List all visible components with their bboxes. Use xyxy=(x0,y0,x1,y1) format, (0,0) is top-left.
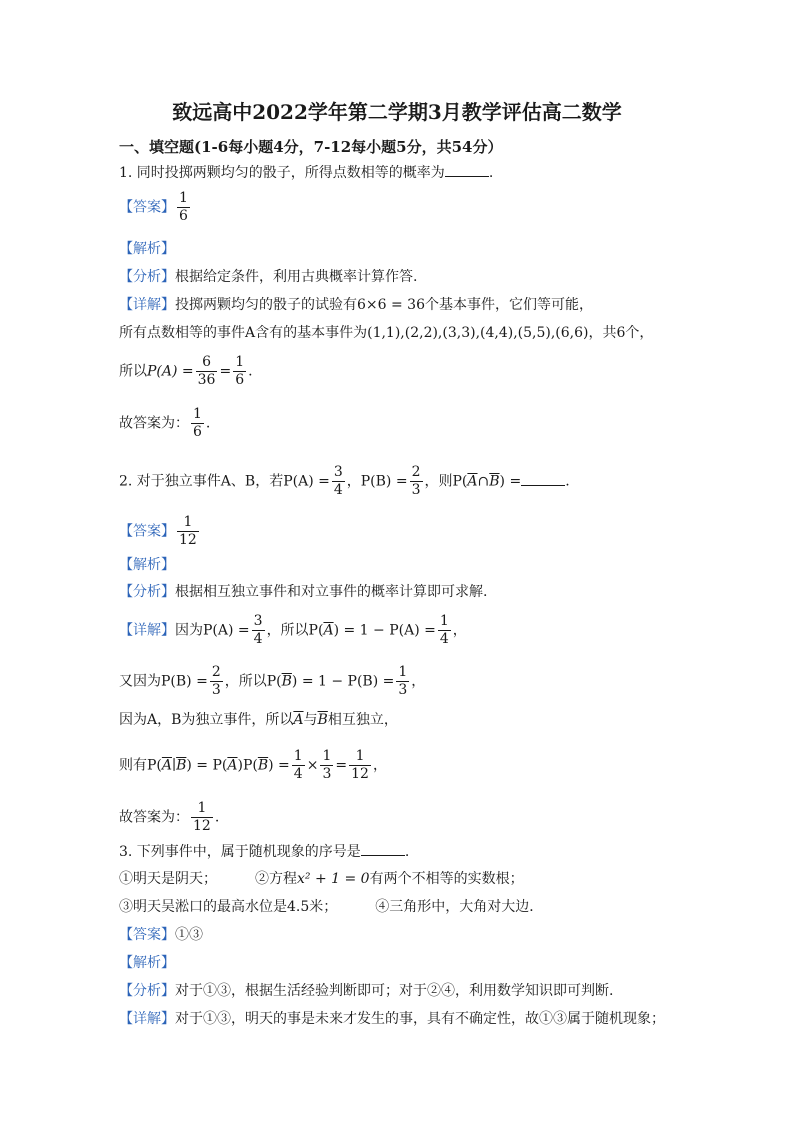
b-bar: $\overline{B}$ xyxy=(176,757,187,774)
period: . xyxy=(214,809,220,826)
numerator: 1 xyxy=(177,514,199,532)
xiangjie-tag: 【详解】 xyxy=(119,297,175,313)
denominator: 6 xyxy=(235,372,245,388)
numerator: 3 xyxy=(333,464,343,480)
fraction xyxy=(233,354,246,389)
q3-option-4: ④三角形中，大角对大边． xyxy=(375,899,544,915)
denominator: 3 xyxy=(411,482,421,498)
denominator: 4 xyxy=(293,766,303,782)
fraction xyxy=(177,514,199,549)
denominator: 12 xyxy=(351,766,369,782)
q2-final-answer xyxy=(119,800,219,835)
fraction xyxy=(177,190,190,225)
period: . xyxy=(205,415,211,432)
fraction xyxy=(191,800,213,835)
jiexi-tag: 【解析】 xyxy=(119,241,175,257)
comma: ， xyxy=(452,622,467,639)
denominator: 12 xyxy=(193,818,211,834)
numerator: 6 xyxy=(196,354,218,372)
q1-probability-line xyxy=(119,354,253,389)
numerator: 1 xyxy=(293,748,303,764)
a-bar: $\overline{A}$ xyxy=(227,757,238,774)
times-sign: × xyxy=(306,757,319,774)
fenxi-tag: 【分析】 xyxy=(119,269,175,285)
q1-detail-line2: 所有点数相等的事件A含有的基本事件为(1,1),(2,2),(3,3),(4,4),(5,5),(6,6)，共6个， xyxy=(119,325,654,341)
q3-analysis-text: 对于①③，根据生活经验判断即可；对于②④，利用数学知识即可判断. xyxy=(175,983,614,999)
q3-answer xyxy=(119,926,203,944)
final-prefix: 故答案为： xyxy=(119,809,189,826)
q2-l4-c: )P( xyxy=(237,757,258,774)
q2-jiexi xyxy=(119,556,175,574)
q1-analysis xyxy=(119,268,417,286)
q1-p-lhs: P(A) = xyxy=(147,363,194,380)
q1-p-prefix: 所以 xyxy=(119,363,147,380)
q2-stem-end: . xyxy=(565,473,570,490)
q2-stem-d: ) = xyxy=(499,473,522,490)
answer-tag: 【答案】 xyxy=(119,199,175,216)
denominator: 36 xyxy=(197,372,216,388)
q1-answer xyxy=(119,190,192,225)
numerator: 2 xyxy=(211,664,221,680)
q3-option-2-a: ②方程 xyxy=(255,871,297,887)
b-bar: $\overline{B}$ xyxy=(281,673,292,690)
q3-option-2-c: 有两个不相等的实数根； xyxy=(369,871,524,887)
numerator: 1 xyxy=(439,613,449,629)
q3-options-row1 xyxy=(119,870,524,888)
fraction xyxy=(438,613,451,648)
q2-stem-b: ，P(B) = xyxy=(346,473,408,490)
q3-answer-text: ①③ xyxy=(175,927,203,943)
q2-l4-d: ) = xyxy=(268,757,290,774)
numerator: 1 xyxy=(349,748,371,766)
xiangjie-tag: 【详解】 xyxy=(119,1011,175,1027)
denominator: 12 xyxy=(179,532,197,548)
jiexi-tag: 【解析】 xyxy=(119,955,175,971)
page-title: 致远高中2022学年第二学期3月教学评估高二数学 xyxy=(172,100,622,124)
q2-l3-mid: 与 xyxy=(303,712,318,728)
answer-tag: 【答案】 xyxy=(119,927,175,943)
q2-stem-a: 2. 对于独立事件A、B，若P(A) = xyxy=(119,473,330,490)
xiangjie-tag: 【详解】 xyxy=(119,622,175,639)
section-heading: 一、填空题(1-6每小题4分，7-12每小题5分，共54分） xyxy=(119,138,503,156)
q2-l4-a: 则有P( xyxy=(119,757,162,774)
fraction xyxy=(349,748,371,783)
answer-tag: 【答案】 xyxy=(119,523,175,540)
numerator: 1 xyxy=(191,800,213,818)
a-bar: $\overline{A}$ xyxy=(161,757,173,774)
denominator: 4 xyxy=(253,631,263,647)
numerator: 2 xyxy=(411,464,421,480)
fraction xyxy=(410,464,423,499)
a-bar: $\overline{A}$ xyxy=(293,712,304,728)
comma: ， xyxy=(372,757,387,774)
period: . xyxy=(248,363,253,380)
q1-stem xyxy=(119,164,493,182)
fraction xyxy=(196,354,218,389)
a-bar: $\overline{A}$ xyxy=(467,473,478,490)
q2-stem-c: ，则P( xyxy=(424,473,468,490)
numerator: 1 xyxy=(235,354,245,370)
q3-stem xyxy=(119,843,409,861)
q1-stem-text: 1. 同时投掷两颗均匀的骰子，所得点数相等的概率为 xyxy=(119,165,445,181)
fraction xyxy=(252,613,265,648)
q2-detail-line4 xyxy=(119,748,387,783)
q1-detail-line1 xyxy=(119,296,593,314)
denominator: 3 xyxy=(398,682,408,698)
q2-l1-a: 因为P(A) = xyxy=(175,622,250,639)
fenxi-tag: 【分析】 xyxy=(119,983,175,999)
fenxi-tag: 【分析】 xyxy=(119,584,175,600)
q3-detail xyxy=(119,1010,665,1028)
q3-detail-text: 对于①③，明天的事是未来才发生的事，具有不确定性，故①③属于随机现象； xyxy=(175,1011,665,1027)
q1-stem-end: . xyxy=(488,165,494,181)
fraction xyxy=(320,748,333,783)
final-prefix: 故答案为： xyxy=(119,415,189,432)
a-bar: $\overline{A}$ xyxy=(323,622,334,639)
q2-detail-line2 xyxy=(119,664,425,699)
intersection-symbol: ∩ xyxy=(477,473,490,490)
denominator: 3 xyxy=(211,682,221,698)
q2-l2-c: ) = 1 − P(B) = xyxy=(291,673,395,690)
answer-blank xyxy=(521,473,565,486)
q2-stem xyxy=(119,464,570,499)
b-bar: $\overline{B}$ xyxy=(317,712,328,728)
b-bar: $\overline{B}$ xyxy=(257,757,269,774)
q1-detail1-text: 投掷两颗均匀的骰子的试验有6×6 = 36个基本事件，它们等可能， xyxy=(175,297,593,313)
q1-analysis-text: 根据给定条件，利用古典概率计算作答. xyxy=(175,269,418,285)
fraction xyxy=(210,664,223,699)
q2-analysis-text: 根据相互独立事件和对立事件的概率计算即可求解. xyxy=(175,584,488,600)
q2-l4-sep: ∣ xyxy=(172,757,177,774)
q2-answer xyxy=(119,514,201,549)
q3-options-row2 xyxy=(119,898,543,916)
q3-analysis xyxy=(119,982,613,1000)
q1-jiexi xyxy=(119,240,175,258)
equals-sign: = xyxy=(335,757,348,774)
numerator: 1 xyxy=(179,190,188,206)
q3-stem-end: . xyxy=(404,844,410,860)
denominator: 6 xyxy=(193,424,202,440)
jiexi-tag: 【解析】 xyxy=(119,557,175,573)
q2-detail-line1 xyxy=(119,613,467,648)
denominator: 6 xyxy=(179,208,188,224)
fraction xyxy=(292,748,305,783)
q2-l4-b: ) = P( xyxy=(186,757,228,774)
numerator: 1 xyxy=(322,748,332,764)
numerator: 3 xyxy=(253,613,263,629)
q2-l2-b: ，所以P( xyxy=(224,673,282,690)
equals-sign: = xyxy=(219,363,232,380)
q2-l1-c: ) = 1 − P(A) = xyxy=(333,622,436,639)
q2-analysis xyxy=(119,583,487,601)
b-bar: $\overline{B}$ xyxy=(489,473,500,490)
fraction xyxy=(396,664,409,699)
q3-stem-text: 3. 下列事件中，属于随机现象的序号是 xyxy=(119,844,361,860)
q2-l2-a: 又因为P(B) = xyxy=(119,673,208,690)
q2-l3-end: 相互独立， xyxy=(327,712,398,728)
answer-blank xyxy=(361,843,405,856)
q2-l1-b: ，所以P( xyxy=(266,622,324,639)
fraction xyxy=(191,406,204,441)
denominator: 4 xyxy=(333,482,343,498)
denominator: 4 xyxy=(439,631,449,647)
q3-jiexi xyxy=(119,954,175,972)
q3-option-1: ①明天是阴天； xyxy=(119,871,217,887)
q3-option-3: ③明天吴淞口的最高水位是4.5米； xyxy=(119,899,338,915)
fraction xyxy=(332,464,345,499)
q2-l3-a: 因为A，B为独立事件，所以 xyxy=(119,712,294,728)
answer-blank xyxy=(445,164,489,177)
denominator: 3 xyxy=(322,766,332,782)
q3-option-2-equation: x² + 1 = 0 xyxy=(297,871,370,887)
numerator: 1 xyxy=(398,664,408,680)
q2-detail-line3 xyxy=(119,711,398,729)
q1-final-answer xyxy=(119,406,210,441)
comma: ， xyxy=(411,673,426,690)
numerator: 1 xyxy=(193,406,202,422)
